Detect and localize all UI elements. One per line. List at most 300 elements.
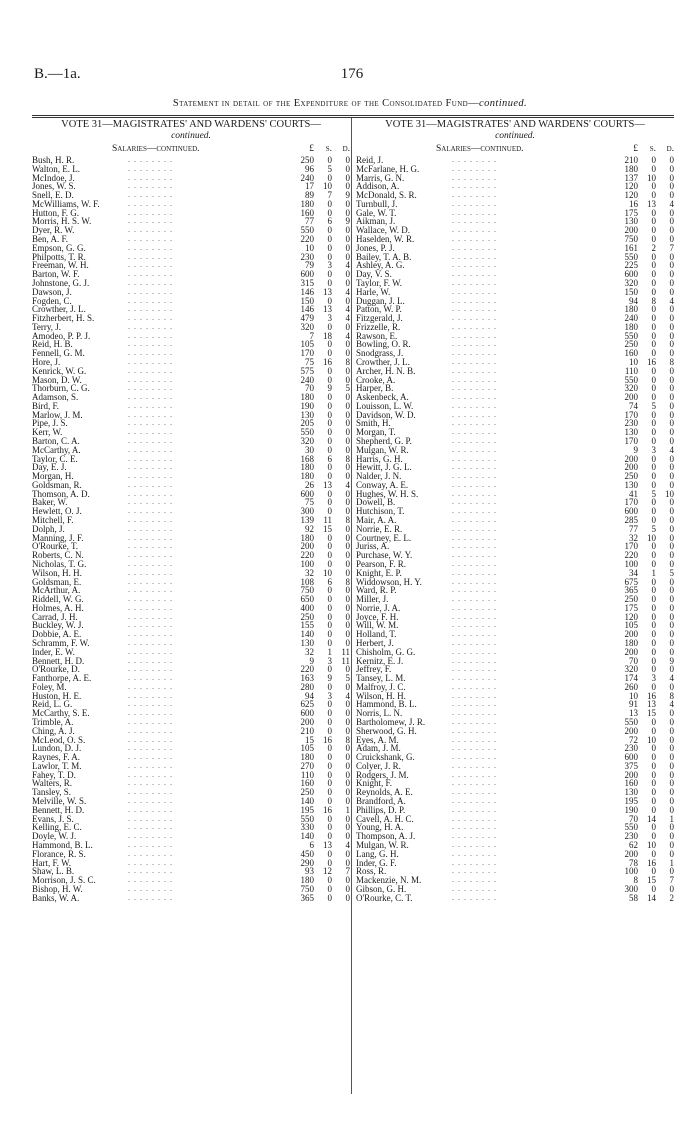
pence-value: 0 xyxy=(345,585,350,596)
pounds-value: 7 xyxy=(309,330,314,341)
pence-value: 8 xyxy=(345,734,350,745)
dot-leader: . . . . . . . . xyxy=(128,875,173,885)
pence-value: 0 xyxy=(669,365,674,376)
salary-row xyxy=(356,894,674,903)
pence-value: 0 xyxy=(669,374,674,385)
shillings-value: 0 xyxy=(651,550,656,561)
dot-leader: . . . . . . . . xyxy=(452,427,497,437)
payee-name: Hart, F. W. xyxy=(32,857,72,868)
payee-name: Bowling, O. R. xyxy=(356,339,411,350)
shillings-value: 0 xyxy=(651,778,656,789)
salary-row xyxy=(32,859,350,868)
shillings-value: 0 xyxy=(327,857,332,868)
dot-leader: . . . . . . . . xyxy=(452,269,497,279)
pounds-value: 250 xyxy=(624,471,638,482)
pounds-value: 70 xyxy=(629,655,638,666)
pence-value: 0 xyxy=(669,637,674,648)
pence-value: 1 xyxy=(345,804,350,815)
pounds-value: 139 xyxy=(300,515,314,526)
shillings-value: 13 xyxy=(323,286,332,297)
shillings-value: 0 xyxy=(327,374,332,385)
dot-leader: . . . . . . . . xyxy=(452,883,497,893)
pence-value: 4 xyxy=(345,313,350,324)
dot-leader: . . . . . . . . xyxy=(128,374,173,384)
shillings-value: 0 xyxy=(327,497,332,508)
shillings-value: 0 xyxy=(651,796,656,807)
pounds-value: 365 xyxy=(300,892,314,903)
pounds-value: 120 xyxy=(624,190,638,201)
payee-name: Carrad, J. H. xyxy=(32,611,78,622)
payee-name: Shaw, L. B. xyxy=(32,866,75,877)
shillings-value: 0 xyxy=(651,365,656,376)
pence-value: 9 xyxy=(669,655,674,666)
shillings-value: 16 xyxy=(647,356,656,367)
dot-leader: . . . . . . . . xyxy=(128,760,173,770)
pence-value: 4 xyxy=(345,304,350,315)
pounds-value: 300 xyxy=(624,883,638,894)
shillings-value: 13 xyxy=(323,839,332,850)
dot-leader: . . . . . . . . xyxy=(128,629,173,639)
pounds-value: 625 xyxy=(300,699,314,710)
dot-leader: . . . . . . . . xyxy=(128,743,173,753)
shillings-value: 0 xyxy=(327,752,332,763)
shillings-value: 13 xyxy=(647,198,656,209)
pounds-value: 230 xyxy=(624,831,638,842)
shillings-value: 0 xyxy=(327,769,332,780)
dot-leader: . . . . . . . . xyxy=(452,515,497,525)
pounds-value: 200 xyxy=(624,392,638,403)
shillings-value: 15 xyxy=(647,875,656,886)
payee-name: Fitzherbert, H. S. xyxy=(32,313,95,324)
pounds-value: 130 xyxy=(624,216,638,227)
dot-leader: . . . . . . . . xyxy=(128,585,173,595)
pence-value: 0 xyxy=(345,752,350,763)
dot-leader: . . . . . . . . xyxy=(128,848,173,858)
dot-leader: . . . . . . . . xyxy=(128,163,173,173)
shillings-value: 16 xyxy=(323,804,332,815)
payee-name: Colyer, J. R. xyxy=(356,760,401,771)
dot-leader: . . . . . . . . xyxy=(452,444,497,454)
dot-leader: . . . . . . . . xyxy=(452,207,497,217)
dot-leader: . . . . . . . . xyxy=(128,234,173,244)
payee-name: Goldsman, R. xyxy=(32,479,82,490)
payee-name: Lawlor, T. M. xyxy=(32,760,82,771)
pence-value: 0 xyxy=(345,155,350,165)
shillings-value: 3 xyxy=(651,444,656,455)
shillings-value: 18 xyxy=(323,330,332,341)
pounds-value: 8 xyxy=(633,875,638,886)
shillings-value: 10 xyxy=(323,181,332,192)
pounds-value: 9 xyxy=(309,655,314,666)
payee-name: Widdowson, H. Y. xyxy=(356,576,422,587)
pounds-value: 675 xyxy=(624,576,638,587)
pence-value: 0 xyxy=(669,515,674,526)
pence-value: 0 xyxy=(669,453,674,464)
payee-name: Hewlett, O. J. xyxy=(32,506,82,517)
payee-name: Kenrick, W. G. xyxy=(32,365,87,376)
dot-leader: . . . . . . . . xyxy=(452,383,497,393)
pounds-value: 26 xyxy=(305,479,314,490)
dot-leader: . . . . . . . . xyxy=(452,155,497,164)
pounds-value: 210 xyxy=(300,725,314,736)
pence-value: 0 xyxy=(669,479,674,490)
pounds-value: 110 xyxy=(300,769,314,780)
pence-value: 0 xyxy=(669,216,674,227)
pounds-value: 575 xyxy=(300,365,314,376)
payee-name: Bennett, H. D. xyxy=(32,804,85,815)
payee-name: Hutton, F. G. xyxy=(32,207,80,218)
pence-value: 0 xyxy=(669,602,674,613)
dot-leader: . . . . . . . . xyxy=(452,602,497,612)
dot-leader: . . . . . . . . xyxy=(128,734,173,744)
salary-row xyxy=(356,700,674,709)
payee-name: Holland, T. xyxy=(356,629,397,640)
pence-value: 0 xyxy=(669,321,674,332)
payee-name: Snell, E. D. xyxy=(32,190,74,201)
dot-leader: . . . . . . . . xyxy=(452,462,497,472)
shillings-value: 0 xyxy=(327,295,332,306)
shillings-value: 0 xyxy=(327,436,332,446)
shillings-value: 0 xyxy=(651,848,656,859)
pence-value: 0 xyxy=(345,277,350,288)
shillings-value: 0 xyxy=(651,181,656,192)
payee-name: Addison, A. xyxy=(356,181,400,192)
pounds-value: 72 xyxy=(629,734,638,745)
shillings-value: 0 xyxy=(651,207,656,218)
dot-leader: . . . . . . . . xyxy=(128,155,173,164)
dot-leader: . . . . . . . . xyxy=(128,427,173,437)
payee-name: Conway, A. E. xyxy=(356,479,409,490)
shillings-value: 0 xyxy=(651,251,656,262)
payee-name: Davidson, W. D. xyxy=(356,409,416,420)
pence-value: 0 xyxy=(669,330,674,341)
payee-name: Miller, J. xyxy=(356,594,389,605)
payee-name: Norris, L. N. xyxy=(356,708,403,719)
dot-leader: . . . . . . . . xyxy=(452,321,497,331)
shillings-value: 1 xyxy=(651,567,656,578)
payee-name: Nalder, J. N. xyxy=(356,471,402,482)
shillings-value: 0 xyxy=(327,444,332,455)
payee-name: Dyer, R. W. xyxy=(32,225,75,236)
pounds-value: 140 xyxy=(300,831,314,842)
pounds-value: 180 xyxy=(300,471,314,482)
dot-leader: . . . . . . . . xyxy=(452,760,497,770)
dot-leader: . . . . . . . . xyxy=(128,717,173,726)
payee-name: Barton, C. A. xyxy=(32,436,80,446)
payee-name: Smith, H. xyxy=(356,418,391,429)
pounds-value: 105 xyxy=(624,620,638,631)
dot-leader: . . . . . . . . xyxy=(452,839,497,849)
dot-leader: . . . . . . . . xyxy=(128,515,173,525)
payee-name: Cruickshank, G. xyxy=(356,752,415,763)
payee-name: Knight, E. P. xyxy=(356,567,402,578)
pence-header: d. xyxy=(666,144,674,154)
pounds-value: 200 xyxy=(300,717,314,727)
dot-leader: . . . . . . . . xyxy=(452,216,497,226)
pounds-value: 250 xyxy=(300,787,314,798)
vote-title-left: VOTE 31—MAGISTRATES' AND WARDENS' COURTS— xyxy=(61,119,321,130)
pounds-value: 550 xyxy=(624,822,638,833)
shillings-value: 0 xyxy=(651,321,656,332)
shillings-value: 0 xyxy=(327,717,332,727)
pounds-value: 195 xyxy=(300,804,314,815)
payee-name: Adamson, S. xyxy=(32,392,79,403)
payee-name: Morrison, J. S. C. xyxy=(32,875,96,886)
pence-value: 0 xyxy=(669,436,674,446)
dot-leader: . . . . . . . . xyxy=(452,725,497,735)
dot-leader: . . . . . . . . xyxy=(128,383,173,393)
dot-leader: . . . . . . . . xyxy=(128,681,173,691)
payee-name: Philpotts, T. R. xyxy=(32,251,86,262)
payee-name: Bird, F. xyxy=(32,400,60,411)
pence-value: 4 xyxy=(345,330,350,341)
dot-leader: . . . . . . . . xyxy=(452,629,497,639)
payee-name: O'Rourke, D. xyxy=(32,664,80,675)
pounds-value: 550 xyxy=(624,374,638,385)
salary-row xyxy=(32,349,350,358)
pounds-value: 550 xyxy=(624,251,638,262)
vote-continued-right: continued. xyxy=(495,131,535,141)
shillings-value: 9 xyxy=(327,383,332,394)
dot-leader: . . . . . . . . xyxy=(452,506,497,516)
pence-value: 0 xyxy=(669,532,674,543)
payee-name: Kelling, E. C. xyxy=(32,822,82,833)
pounds-value: 180 xyxy=(624,321,638,332)
pounds-value: 550 xyxy=(300,813,314,824)
payee-name: Huston, H. E. xyxy=(32,690,82,701)
payee-name: Thomson, A. D. xyxy=(32,488,90,499)
page-number: 176 xyxy=(340,66,364,82)
shillings-value: 0 xyxy=(651,637,656,648)
pounds-value: 110 xyxy=(624,365,638,376)
pence-value: 0 xyxy=(345,400,350,411)
pounds-value: 75 xyxy=(305,356,314,367)
pence-value: 0 xyxy=(669,629,674,640)
shillings-value: 0 xyxy=(651,462,656,473)
pounds-value: 163 xyxy=(300,673,314,684)
pence-value: 4 xyxy=(669,198,674,209)
payee-name: Lang, G. H. xyxy=(356,848,399,859)
pence-value: 0 xyxy=(669,664,674,675)
pounds-value: 77 xyxy=(629,523,638,534)
payee-name: Dawson, J. xyxy=(32,286,72,297)
payee-name: Askenbeck, A. xyxy=(356,392,409,403)
payee-name: Mitchell, F. xyxy=(32,515,74,526)
pounds-value: 74 xyxy=(629,400,638,411)
dot-leader: . . . . . . . . xyxy=(128,611,173,621)
shillings-value: 0 xyxy=(327,321,332,332)
payee-name: McIndoe, J. xyxy=(32,172,75,183)
dot-leader: . . . . . . . . xyxy=(452,743,497,753)
pence-value: 0 xyxy=(345,471,350,482)
dot-leader: . . . . . . . . xyxy=(128,655,173,665)
pounds-value: 600 xyxy=(300,488,314,499)
payee-name: McCarthy, A. xyxy=(32,444,81,455)
pounds-value: 195 xyxy=(624,796,638,807)
salary-row xyxy=(356,850,674,859)
dot-leader: . . . . . . . . xyxy=(128,225,173,235)
pence-value: 4 xyxy=(345,260,350,271)
statement-text: Statement in detail of the Expenditure of the Consolidated Fund— xyxy=(172,98,480,109)
pence-value: 0 xyxy=(345,725,350,736)
payee-name: Hughes, W. H. S. xyxy=(356,488,419,499)
shillings-value: 0 xyxy=(651,392,656,403)
pounds-value: 92 xyxy=(305,523,314,534)
pounds-value: 600 xyxy=(624,752,638,763)
pence-value: 0 xyxy=(345,172,350,183)
payee-name: McArthur, A. xyxy=(32,585,81,596)
shillings-value: 0 xyxy=(651,866,656,877)
pounds-value: 240 xyxy=(300,374,314,385)
pounds-value: 225 xyxy=(624,260,638,271)
shillings-value: 0 xyxy=(651,541,656,552)
dot-leader: . . . . . . . . xyxy=(128,330,173,340)
payee-name: Aikman, J. xyxy=(356,216,396,227)
dot-leader: . . . . . . . . xyxy=(128,471,173,481)
payee-name: Norrie, J. A. xyxy=(356,602,401,613)
payee-name: Amodeo, P. P. J. xyxy=(32,330,91,341)
dot-leader: . . . . . . . . xyxy=(452,752,497,762)
dot-leader: . . . . . . . . xyxy=(452,181,497,191)
pence-value: 0 xyxy=(669,506,674,517)
pounds-value: 155 xyxy=(300,620,314,631)
dot-leader: . . . . . . . . xyxy=(128,409,173,419)
payee-name: Dolph, J. xyxy=(32,523,65,534)
dot-leader: . . . . . . . . xyxy=(128,839,173,849)
pounds-value: 100 xyxy=(624,558,638,569)
dot-leader: . . . . . . . . xyxy=(452,453,497,463)
shillings-value: 0 xyxy=(327,620,332,631)
dot-leader: . . . . . . . . xyxy=(128,356,173,366)
dot-leader: . . . . . . . . xyxy=(452,594,497,604)
shillings-value: 10 xyxy=(647,532,656,543)
payee-name: Wilson, H. H. xyxy=(356,690,406,701)
payee-name: Gibson, G. H. xyxy=(356,883,407,894)
payee-name: Terry, J. xyxy=(32,321,62,332)
payee-name: Wallace, W. D. xyxy=(356,225,411,236)
payee-name: Joyce, F. H. xyxy=(356,611,399,622)
dot-leader: . . . . . . . . xyxy=(128,172,173,182)
payee-name: Purchase, W. Y. xyxy=(356,550,413,561)
pence-value: 0 xyxy=(345,629,350,640)
pence-value: 7 xyxy=(669,875,674,886)
payee-name: Hewitt, J. G. L. xyxy=(356,462,412,473)
dot-leader: . . . . . . . . xyxy=(128,892,173,902)
dot-leader: . . . . . . . . xyxy=(452,392,497,402)
pounds-value: 315 xyxy=(300,277,314,288)
pence-value: 0 xyxy=(669,427,674,438)
shillings-value: 13 xyxy=(323,479,332,490)
shillings-value: 0 xyxy=(651,752,656,763)
dot-leader: . . . . . . . . xyxy=(452,681,497,691)
pounds-value: 600 xyxy=(300,269,314,280)
payee-name: Courtney, E. L. xyxy=(356,532,412,543)
pounds-value: 250 xyxy=(624,339,638,350)
pence-value: 0 xyxy=(669,866,674,877)
pounds-value: 180 xyxy=(300,532,314,543)
pence-value: 0 xyxy=(669,787,674,798)
dot-leader: . . . . . . . . xyxy=(452,409,497,419)
pence-value: 0 xyxy=(345,778,350,789)
pounds-value: 170 xyxy=(624,497,638,508)
payee-name: Reynolds, A. E. xyxy=(356,787,413,798)
pounds-value: 450 xyxy=(300,848,314,859)
pence-value: 0 xyxy=(345,717,350,727)
payee-name: Herbert, J. xyxy=(356,637,394,648)
dot-leader: . . . . . . . . xyxy=(452,611,497,621)
shillings-value: 0 xyxy=(651,330,656,341)
payee-name: McDonald, S. R. xyxy=(356,190,417,201)
pence-value: 0 xyxy=(345,392,350,403)
payee-name: Florance, R. S. xyxy=(32,848,86,859)
dot-leader: . . . . . . . . xyxy=(128,444,173,454)
pounds-value: 220 xyxy=(300,550,314,561)
dot-leader: . . . . . . . . xyxy=(128,418,173,428)
pounds-value: 174 xyxy=(624,673,638,684)
shillings-value: 0 xyxy=(651,383,656,394)
dot-leader: . . . . . . . . xyxy=(452,330,497,340)
dot-leader: . . . . . . . . xyxy=(452,778,497,788)
salary-row xyxy=(356,648,674,657)
payee-name: Kerr, W. xyxy=(32,427,63,438)
dot-leader: . . . . . . . . xyxy=(128,532,173,542)
pence-value: 0 xyxy=(669,804,674,815)
pence-value: 4 xyxy=(345,286,350,297)
pence-value: 11 xyxy=(341,646,350,657)
pounds-value: 250 xyxy=(624,594,638,605)
dot-leader: . . . . . . . . xyxy=(128,216,173,226)
pounds-value: 320 xyxy=(624,664,638,675)
payee-name: Melville, W. S. xyxy=(32,796,87,807)
pence-value: 0 xyxy=(345,831,350,842)
pounds-value: 93 xyxy=(305,866,314,877)
pence-header: d. xyxy=(342,144,350,154)
dot-leader: . . . . . . . . xyxy=(128,286,173,296)
payee-name: Nicholas, T. G. xyxy=(32,558,87,569)
shillings-value: 0 xyxy=(651,558,656,569)
pounds-value: 17 xyxy=(305,181,314,192)
pence-value: 0 xyxy=(345,813,350,824)
pounds-value: 200 xyxy=(624,629,638,640)
pounds-value: 58 xyxy=(629,892,638,903)
shillings-value: 0 xyxy=(651,585,656,596)
pence-value: 0 xyxy=(669,594,674,605)
shillings-value: 15 xyxy=(647,708,656,719)
pence-value: 0 xyxy=(669,541,674,552)
pence-value: 0 xyxy=(345,225,350,236)
shillings-value: 10 xyxy=(323,567,332,578)
pence-value: 0 xyxy=(345,427,350,438)
pounds-value: 365 xyxy=(624,585,638,596)
pence-value: 0 xyxy=(345,321,350,332)
shillings-value: 0 xyxy=(327,743,332,754)
payee-name: Jeffrey, F. xyxy=(356,664,392,675)
pounds-value: 285 xyxy=(624,515,638,526)
dot-leader: . . . . . . . . xyxy=(452,699,497,709)
shillings-value: 0 xyxy=(651,190,656,201)
pence-value: 0 xyxy=(345,541,350,552)
pence-value: 4 xyxy=(669,295,674,306)
pence-value: 9 xyxy=(345,216,350,227)
pence-value: 0 xyxy=(669,743,674,754)
shillings-value: 5 xyxy=(327,163,332,174)
payee-name: Louisson, L. W. xyxy=(356,400,414,411)
shillings-value: 0 xyxy=(327,418,332,429)
shillings-value: 3 xyxy=(327,260,332,271)
pence-value: 0 xyxy=(345,857,350,868)
shillings-value: 13 xyxy=(647,699,656,710)
payee-name: Bishop, H. W. xyxy=(32,883,83,894)
